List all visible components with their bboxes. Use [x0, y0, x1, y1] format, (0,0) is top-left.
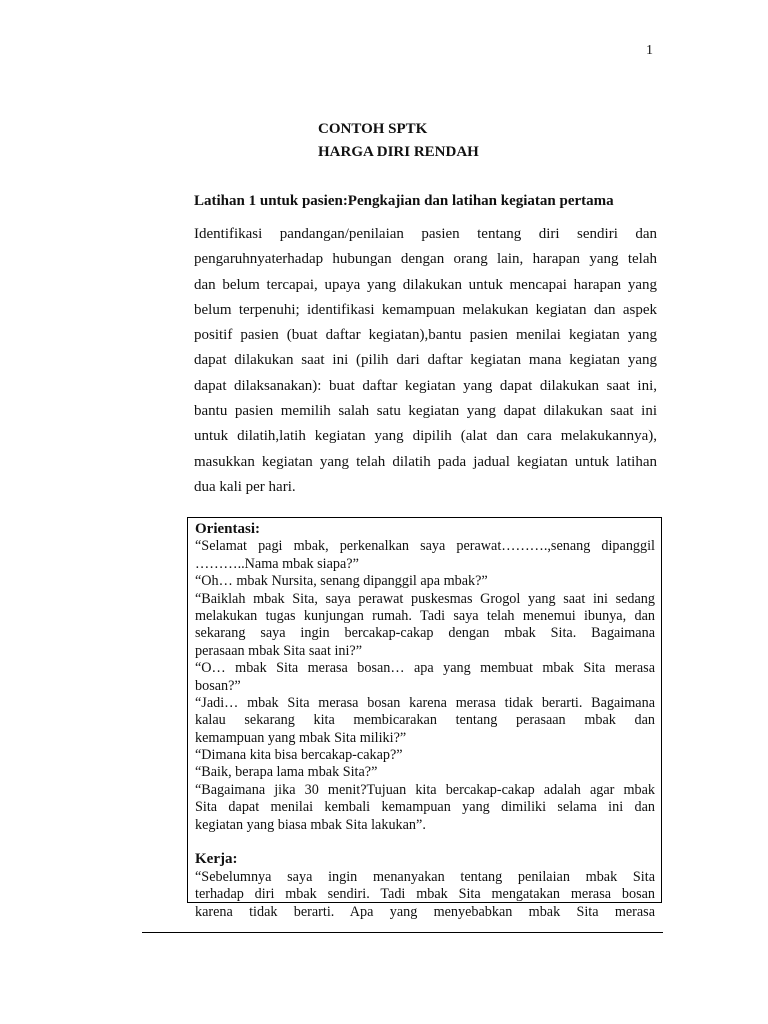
body-line: pengaruhnyaterhadap hubungan dengan orang lain, harapan yang telah [194, 251, 657, 268]
orientasi-heading: Orientasi: [195, 521, 260, 537]
body-paragraph [194, 222, 657, 500]
footer-rule [142, 932, 663, 933]
orientasi-line: “O… mbak Sita merasa bosan… apa yang membuat mbak Sita merasa [195, 660, 655, 677]
body-line: belum terpenuhi; identifikasi kemampuan melakukan kegiatan dan aspek [194, 301, 657, 318]
section-heading: Latihan 1 untuk pasien:Pengkajian dan latihan kegiatan pertama [194, 193, 614, 209]
body-line: dapat dilaksanakan): buat daftar kegiatan yang dapat dilakukan saat ini, [194, 377, 657, 394]
orientasi-line: “Jadi… mbak Sita merasa bosan karena merasa tidak berarti. Bagaimana [195, 694, 655, 711]
body-line: positif pasien (buat daftar kegiatan),bantu pasien menilai kegiatan yang [194, 327, 657, 344]
orientasi-line: perasaan mbak Sita saat ini?” [195, 642, 363, 659]
orientasi-line: bosan?” [195, 677, 241, 694]
orientasi-line: kalau sekarang kita membicarakan tentang perasaan mbak dan [195, 712, 655, 729]
body-line: Identifikasi pandangan/penilaian pasien tentang diri sendiri dan [194, 226, 657, 242]
body-line: masukkan kegiatan yang telah dilatih pada jadual kegiatan untuk latihan [194, 453, 657, 470]
orientasi-line: sekarang saya ingin bercakap-cakap dengan mbak Sita. Bagaimana [195, 625, 655, 642]
title-line-1: CONTOH SPTK [318, 121, 428, 137]
body-line: dapat dilakukan saat ini (pilih dari daftar kegiatan mana kegiatan yang [194, 352, 657, 369]
kerja-line: terhadap diri mbak sendiri. Tadi mbak Sita mengatakan merasa bosan [195, 886, 655, 903]
orientasi-line: “Baik, berapa lama mbak Sita?” [195, 764, 378, 781]
orientasi-line: ………..Nama mbak siapa?” [195, 555, 359, 572]
orientasi-line: Sita dapat menilai kembali kemampuan yang dimiliki selama ini dan [195, 799, 655, 816]
orientasi-line: kegiatan yang biasa mbak Sita lakukan”. [195, 816, 426, 833]
body-line: dua kali per hari. [194, 478, 296, 495]
document-title [318, 118, 479, 164]
body-line: dan belum tercapai, upaya yang dilakukan untuk mencapai harapan yang [194, 276, 657, 293]
kerja-heading: Kerja: [195, 851, 238, 868]
kerja-line: “Sebelumnya saya ingin menanyakan tentang penilaian mbak Sita [195, 868, 655, 885]
orientasi-line: “Bagaimana jika 30 menit?Tujuan kita bercakap-cakap adalah agar mbak [195, 781, 655, 798]
orientasi-line: “Baiklah mbak Sita, saya perawat puskesmas Grogol yang saat ini sedang [195, 590, 655, 607]
kerja-line: karena tidak berarti. Apa yang menyebabkan mbak Sita merasa [195, 903, 655, 920]
body-line: bantu pasien memilih salah satu kegiatan yang dapat dilakukan saat ini [194, 403, 657, 420]
section-gap [195, 834, 655, 851]
orientasi-line: “Oh… mbak Nursita, senang dipanggil apa mbak?” [195, 573, 488, 590]
title-line-2: HARGA DIRI RENDAH [318, 144, 479, 160]
orientasi-line: “Dimana kita bisa bercakap-cakap?” [195, 747, 403, 764]
orientasi-line: kemampuan yang mbak Sita miliki?” [195, 729, 407, 746]
dialog-box [187, 517, 662, 920]
page-number: 1 [646, 43, 653, 58]
orientasi-line: melakukan tugas kunjungan rumah. Tadi saya telah menemui ibunya, dan [195, 607, 655, 624]
orientasi-line: “Selamat pagi mbak, perkenalkan saya perawat……….,senang dipanggil [195, 538, 655, 555]
body-line: untuk dilatih,latih kegiatan yang dipilih (alat dan cara melakukannya), [194, 428, 657, 445]
